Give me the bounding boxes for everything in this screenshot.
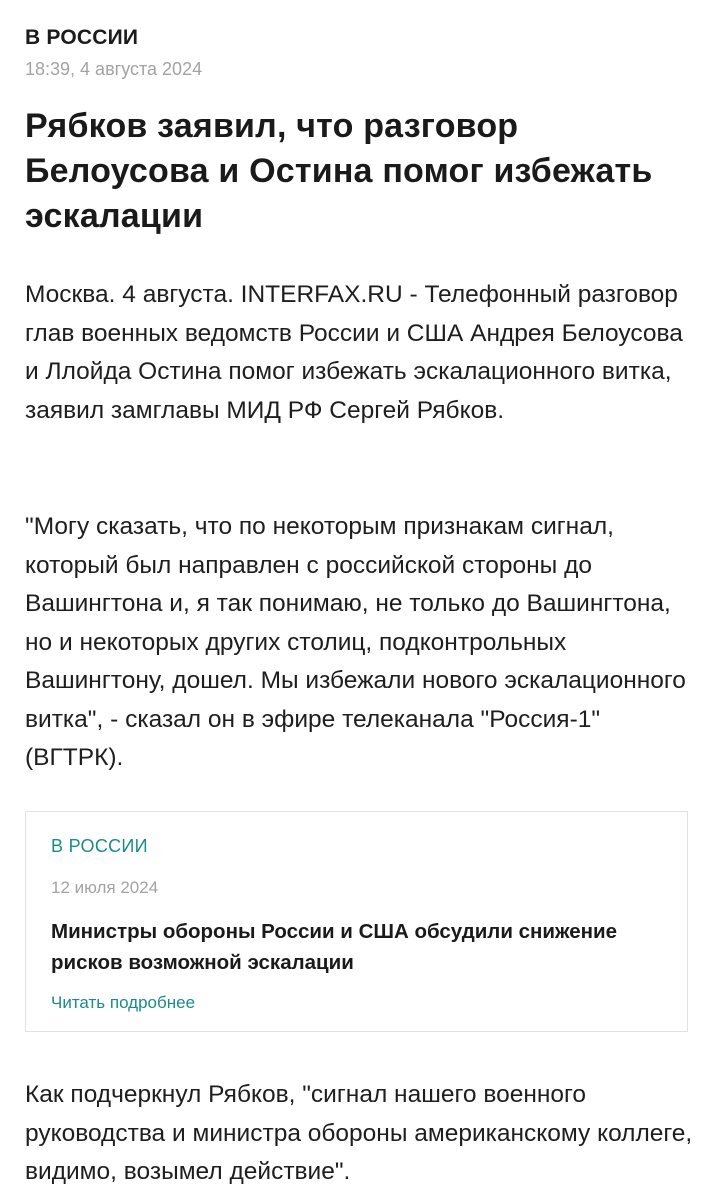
- related-rubric[interactable]: В РОССИИ: [51, 836, 148, 856]
- related-date: 12 июля 2024: [51, 878, 159, 897]
- article-paragraph-1: Москва. 4 августа. INTERFAX.RU - Телефонный разговор глав военных ведомств России и США Андрея Белоусова и Ллойда Остина помог избежать эскалационного витка, заявил замглавы МИД РФ Сергей Рябков.: [25, 281, 683, 424]
- article-rubric-link[interactable]: В РОССИИ: [25, 26, 139, 49]
- article-date: 18:39, 4 августа 2024: [25, 59, 203, 79]
- article-headline: Рябков заявил, что разговор Белоусова и Остина помог избежать эскалации: [25, 107, 653, 235]
- read-more-link[interactable]: Читать подробнее: [51, 993, 196, 1012]
- article-paragraph-3: Как подчеркнул Рябков, "сигнал нашего военного руководства и министра обороны американскому коллеге, видимо, возымел действие".: [25, 1081, 693, 1185]
- related-article-card[interactable]: [25, 811, 688, 1032]
- article-paragraph-2: "Могу сказать, что по некоторым признакам сигнал, который был направлен с российской стороны до Вашингтона и, я так понимаю, не только до Вашингтона, но и некоторых других столиц, подконтрольных Вашингтону, дошел. Мы избежали нового эскалационного витка", - сказал он в эфире телеканала "Россия-1" (ВГТРК).: [25, 513, 686, 771]
- related-title[interactable]: Министры обороны России и США обсудили снижение рисков возможной эскалации: [51, 920, 618, 974]
